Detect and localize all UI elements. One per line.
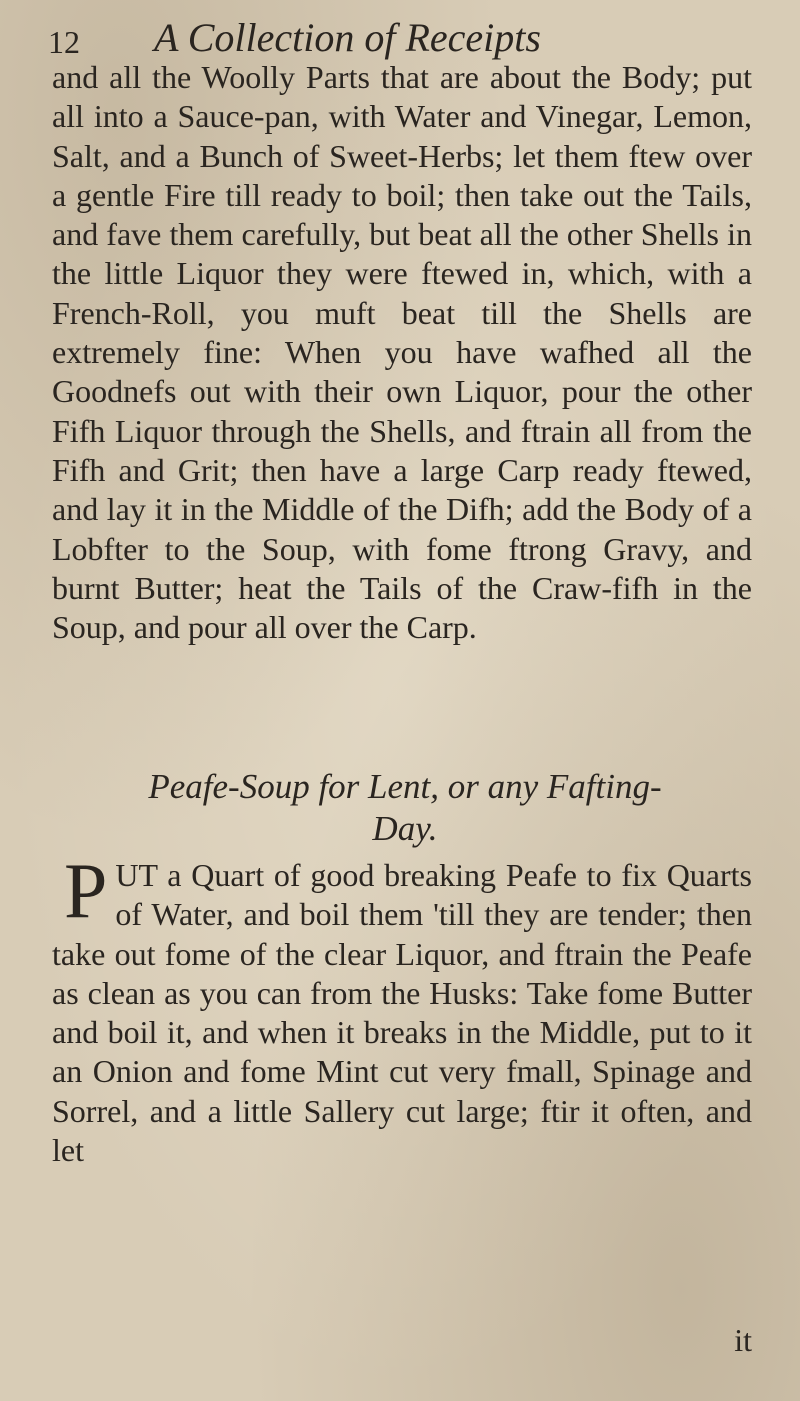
catchword: it	[734, 1322, 752, 1358]
drop-cap: P	[64, 847, 108, 934]
recipe-paragraph-text: UT a Quart of good breaking Peafe to fix Quarts of Water, and boil them 'till they are tender; then take out fome of the clear Liquor, and ftrain the Peafe as clean as you can from the Husks: Take fome Butter and boil it, and when it breaks in the Middle, put to it an Onion and fome Mint cut very fmall, Spinage and Sorrel, and a little Sallery cut large; ftir it often, and let	[52, 857, 752, 1169]
page-number: 12	[48, 24, 80, 60]
recipe-heading-peafe-soup	[60, 766, 750, 850]
recipe-paragraph-peafe-soup	[52, 847, 752, 1170]
recipe-paragraph-crawfish-soup: and all the Woolly Parts that are about the Body; put all into a Sauce-pan, with Water and Vinegar, Lemon, Salt, and a Bunch of Sweet-Herbs; let them ftew over a gentle Fire till ready to boil; then take out the Tails, and fave them carefully, but beat all the other Shells in the little Liquor they were ftewed in, which, with a French-Roll, you muft beat till the Shells are extremely fine: When you have wafhed all the Goodnefs out with their own Liquor, pour the other Fifh Liquor through the Shells, and ftrain all from the Fifh and Grit; then have a large Carp ready ftewed, and lay it in the Middle of the Difh; add the Body of a Lobfter to the Soup, with fome ftrong Gravy, and burnt Butter; heat the Tails of the Craw-fifh in the Soup, and pour all over the Carp.	[52, 59, 752, 646]
heading-continuation-line: Day.	[372, 809, 438, 848]
running-title: A Collection of Receipts	[154, 15, 541, 60]
heading-main-line: Peafe-Soup for Lent, or any Fafting-	[148, 767, 662, 806]
